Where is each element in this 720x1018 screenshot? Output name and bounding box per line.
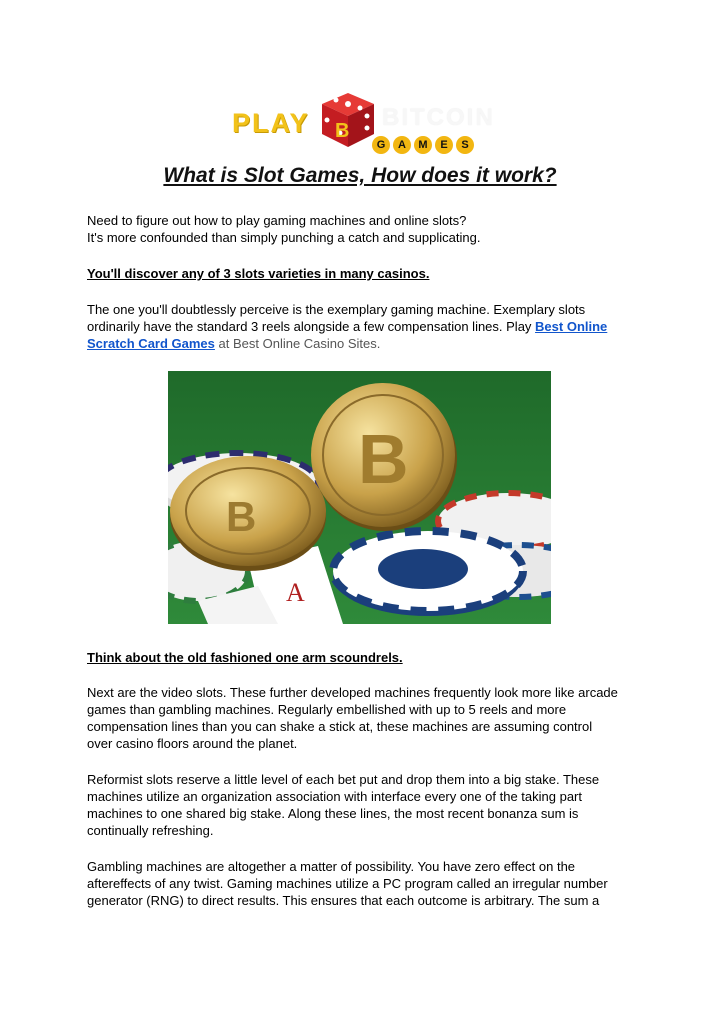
paragraph-line	[87, 335, 647, 352]
svg-text:B: B	[226, 493, 257, 540]
logo-play-text: PLAY	[232, 108, 310, 138]
logo-word-text: BITCOIN	[382, 104, 495, 131]
svg-text:B: B	[358, 420, 409, 498]
paragraph-line	[87, 318, 647, 335]
paragraph-text: ordinarily have the standard 3 reels alongside a few compensation lines. Play	[87, 319, 536, 334]
paragraph-line: Gambling machines are altogether a matter of possibility. You have zero effect on the	[87, 859, 576, 874]
scratch-card-link-part2[interactable]: Scratch Card Games	[87, 336, 215, 351]
paragraph-line: over casino floors around the planet.	[87, 736, 298, 751]
paragraph-line: Reformist slots reserve a little level of each bet put and drop them into a big stake. These	[87, 772, 600, 787]
paragraph-text: at Best Online Casino Sites.	[214, 336, 381, 351]
logo-games-letter: M	[414, 136, 432, 154]
page-title: What is Slot Games, How does it work?	[163, 164, 557, 187]
playing-card-letter: A	[286, 578, 305, 607]
bitcoin-casino-photo	[168, 371, 551, 624]
section-heading: You'll discover any of 3 slots varieties in many casinos.	[87, 266, 430, 281]
logo-games-letter: G	[372, 136, 390, 154]
logo-coin-letter: B	[335, 120, 350, 142]
dice-icon	[318, 90, 378, 150]
logo-games-letter: E	[435, 136, 453, 154]
logo-games	[372, 136, 474, 154]
paragraph-line: aftereffects of any twist. Gaming machines utilize a PC program called an irregular number	[87, 876, 608, 891]
photo-illustration	[168, 371, 551, 624]
paragraph-line: machines to one shared big stake. Along these lines, the most recent bonanza sum is	[87, 806, 579, 821]
intro-line: It's more confounded than simply punching a catch and supplicating.	[87, 230, 481, 245]
logo-games-letter: S	[456, 136, 474, 154]
paragraph-line: compensation lines than you can shake a stick at, these machines are assuming control	[87, 719, 593, 734]
logo-games-letter: A	[393, 136, 411, 154]
paragraph-line: games than gambling machines. Regularly embellished with up to 5 reels and more	[87, 702, 567, 717]
paragraph-line: continually refreshing.	[87, 823, 214, 838]
site-logo	[232, 90, 495, 158]
scratch-card-link-part1[interactable]: Best Online	[535, 319, 608, 334]
paragraph-line: Next are the video slots. These further developed machines frequently look more like arcade	[87, 685, 618, 700]
section-heading: Think about the old fashioned one arm scoundrels.	[87, 650, 403, 665]
intro-line: Need to figure out how to play gaming machines and online slots?	[87, 213, 467, 228]
paragraph-line: generator (RNG) to direct results. This ensures that each outcome is arbitrary. The sum a	[87, 893, 600, 908]
paragraph-line: The one you'll doubtlessly perceive is the exemplary gaming machine. Exemplary slots	[87, 302, 586, 317]
paragraph-line: machines utilize an organization association with interface every one of the taking part	[87, 789, 583, 804]
